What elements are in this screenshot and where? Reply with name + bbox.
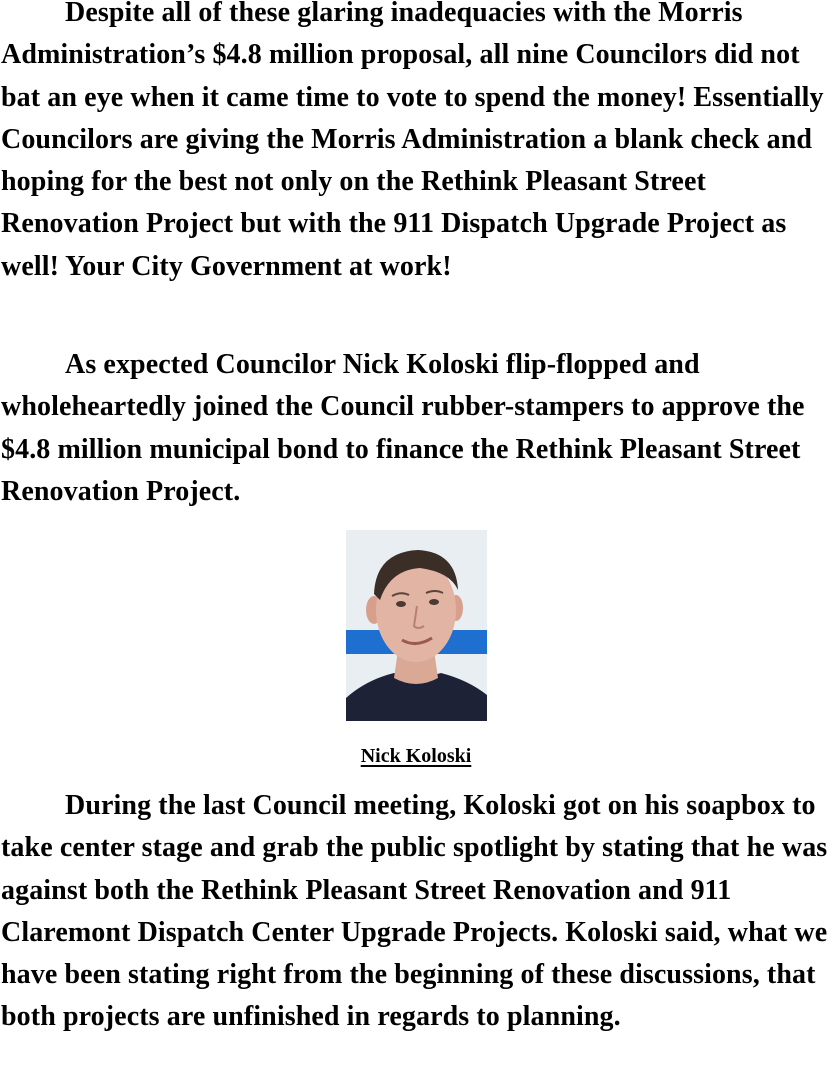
portrait-photo-image (346, 530, 487, 721)
article-paragraph-3: During the last Council meeting, Koloski got on his soapbox to take center stage and grab the public spotlight by stating that he was against both the Rethink Pleasant Street Renovation and 911 Claremont Dispatch Center Upgrade Projects. Koloski said, what we have been stating right from the beginning of these discussions, that both projects are unfinished in regards to planning. (1, 790, 828, 1033)
article-paragraph-1: Despite all of these glaring inadequacies with the Morris Administration’s $4.8 million proposal, all nine Councilors did not bat an eye when it came time to vote to spend the money! Essentially Councilors are giving the Morris Administration a blank check and hoping for the best not only on the Rethink Pleasant Street Renovation Project but with the 911 Dispatch Upgrade Project as well! Your City Government at work! (1, 0, 824, 282)
photo-caption-text: Nick Koloski (360, 745, 472, 767)
photo-caption (0, 743, 832, 769)
article-paragraph-2: As expected Councilor Nick Koloski flip-flopped and wholeheartedly joined the Council rubber-stampers to approve the $4.8 million municipal bond to finance the Rethink Pleasant Street Renovation Project. (1, 349, 805, 507)
portrait-photo (346, 530, 487, 721)
